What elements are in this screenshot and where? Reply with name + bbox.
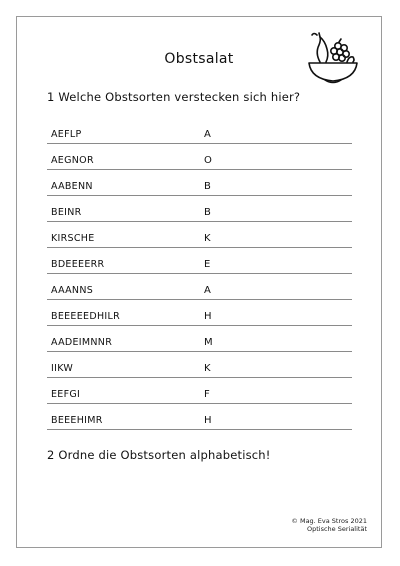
scrambled-letters: BEEEHIMR: [51, 415, 103, 426]
scrambled-letters: AEFLP: [51, 129, 82, 140]
scrambled-letters: AADEIMNNR: [51, 337, 113, 348]
scrambled-letters: AEGNOR: [51, 155, 94, 166]
worksheet: [16, 16, 382, 548]
initial-letter: B: [204, 181, 211, 192]
task-1-heading: 1 Welche Obstsorten verstecken sich hier?: [47, 90, 301, 104]
initial-letter: F: [204, 389, 210, 400]
initial-letter: K: [204, 363, 211, 374]
word-row: [47, 118, 352, 144]
series-text: Optische Serialität: [306, 525, 367, 533]
word-row: [47, 352, 352, 378]
scrambled-letters: AABENN: [51, 181, 93, 192]
task-2-heading: 2 Ordne die Obstsorten alphabetisch!: [47, 448, 271, 462]
initial-letter: H: [204, 311, 212, 322]
footer: [291, 517, 367, 533]
word-row: [47, 144, 352, 170]
word-row: [47, 248, 352, 274]
word-row: [47, 222, 352, 248]
word-list: [47, 118, 352, 430]
scrambled-letters: BEINR: [51, 207, 82, 218]
initial-letter: O: [204, 155, 212, 166]
initial-letter: A: [204, 285, 211, 296]
word-row: [47, 300, 352, 326]
initial-letter: H: [204, 415, 212, 426]
word-row: [47, 196, 352, 222]
initial-letter: M: [204, 337, 213, 348]
word-row: [47, 274, 352, 300]
scrambled-letters: KIRSCHE: [51, 233, 95, 244]
word-row: [47, 378, 352, 404]
page-title: Obstsalat: [164, 51, 234, 67]
scrambled-letters: BDEEEERR: [51, 259, 105, 270]
initial-letter: A: [204, 129, 211, 140]
word-row: [47, 326, 352, 352]
scrambled-letters: AAANNS: [51, 285, 94, 296]
scrambled-letters: IIKW: [51, 363, 74, 374]
word-row: [47, 404, 352, 430]
copyright-text: © Mag. Eva Stros 2021: [291, 517, 367, 525]
initial-letter: K: [204, 233, 211, 244]
word-row: [47, 170, 352, 196]
initial-letter: E: [204, 259, 211, 270]
scrambled-letters: EEFGI: [51, 389, 81, 400]
initial-letter: B: [204, 207, 211, 218]
scrambled-letters: BEEEEEDHILR: [51, 311, 120, 322]
fruit-bowl-icon: [303, 29, 363, 89]
